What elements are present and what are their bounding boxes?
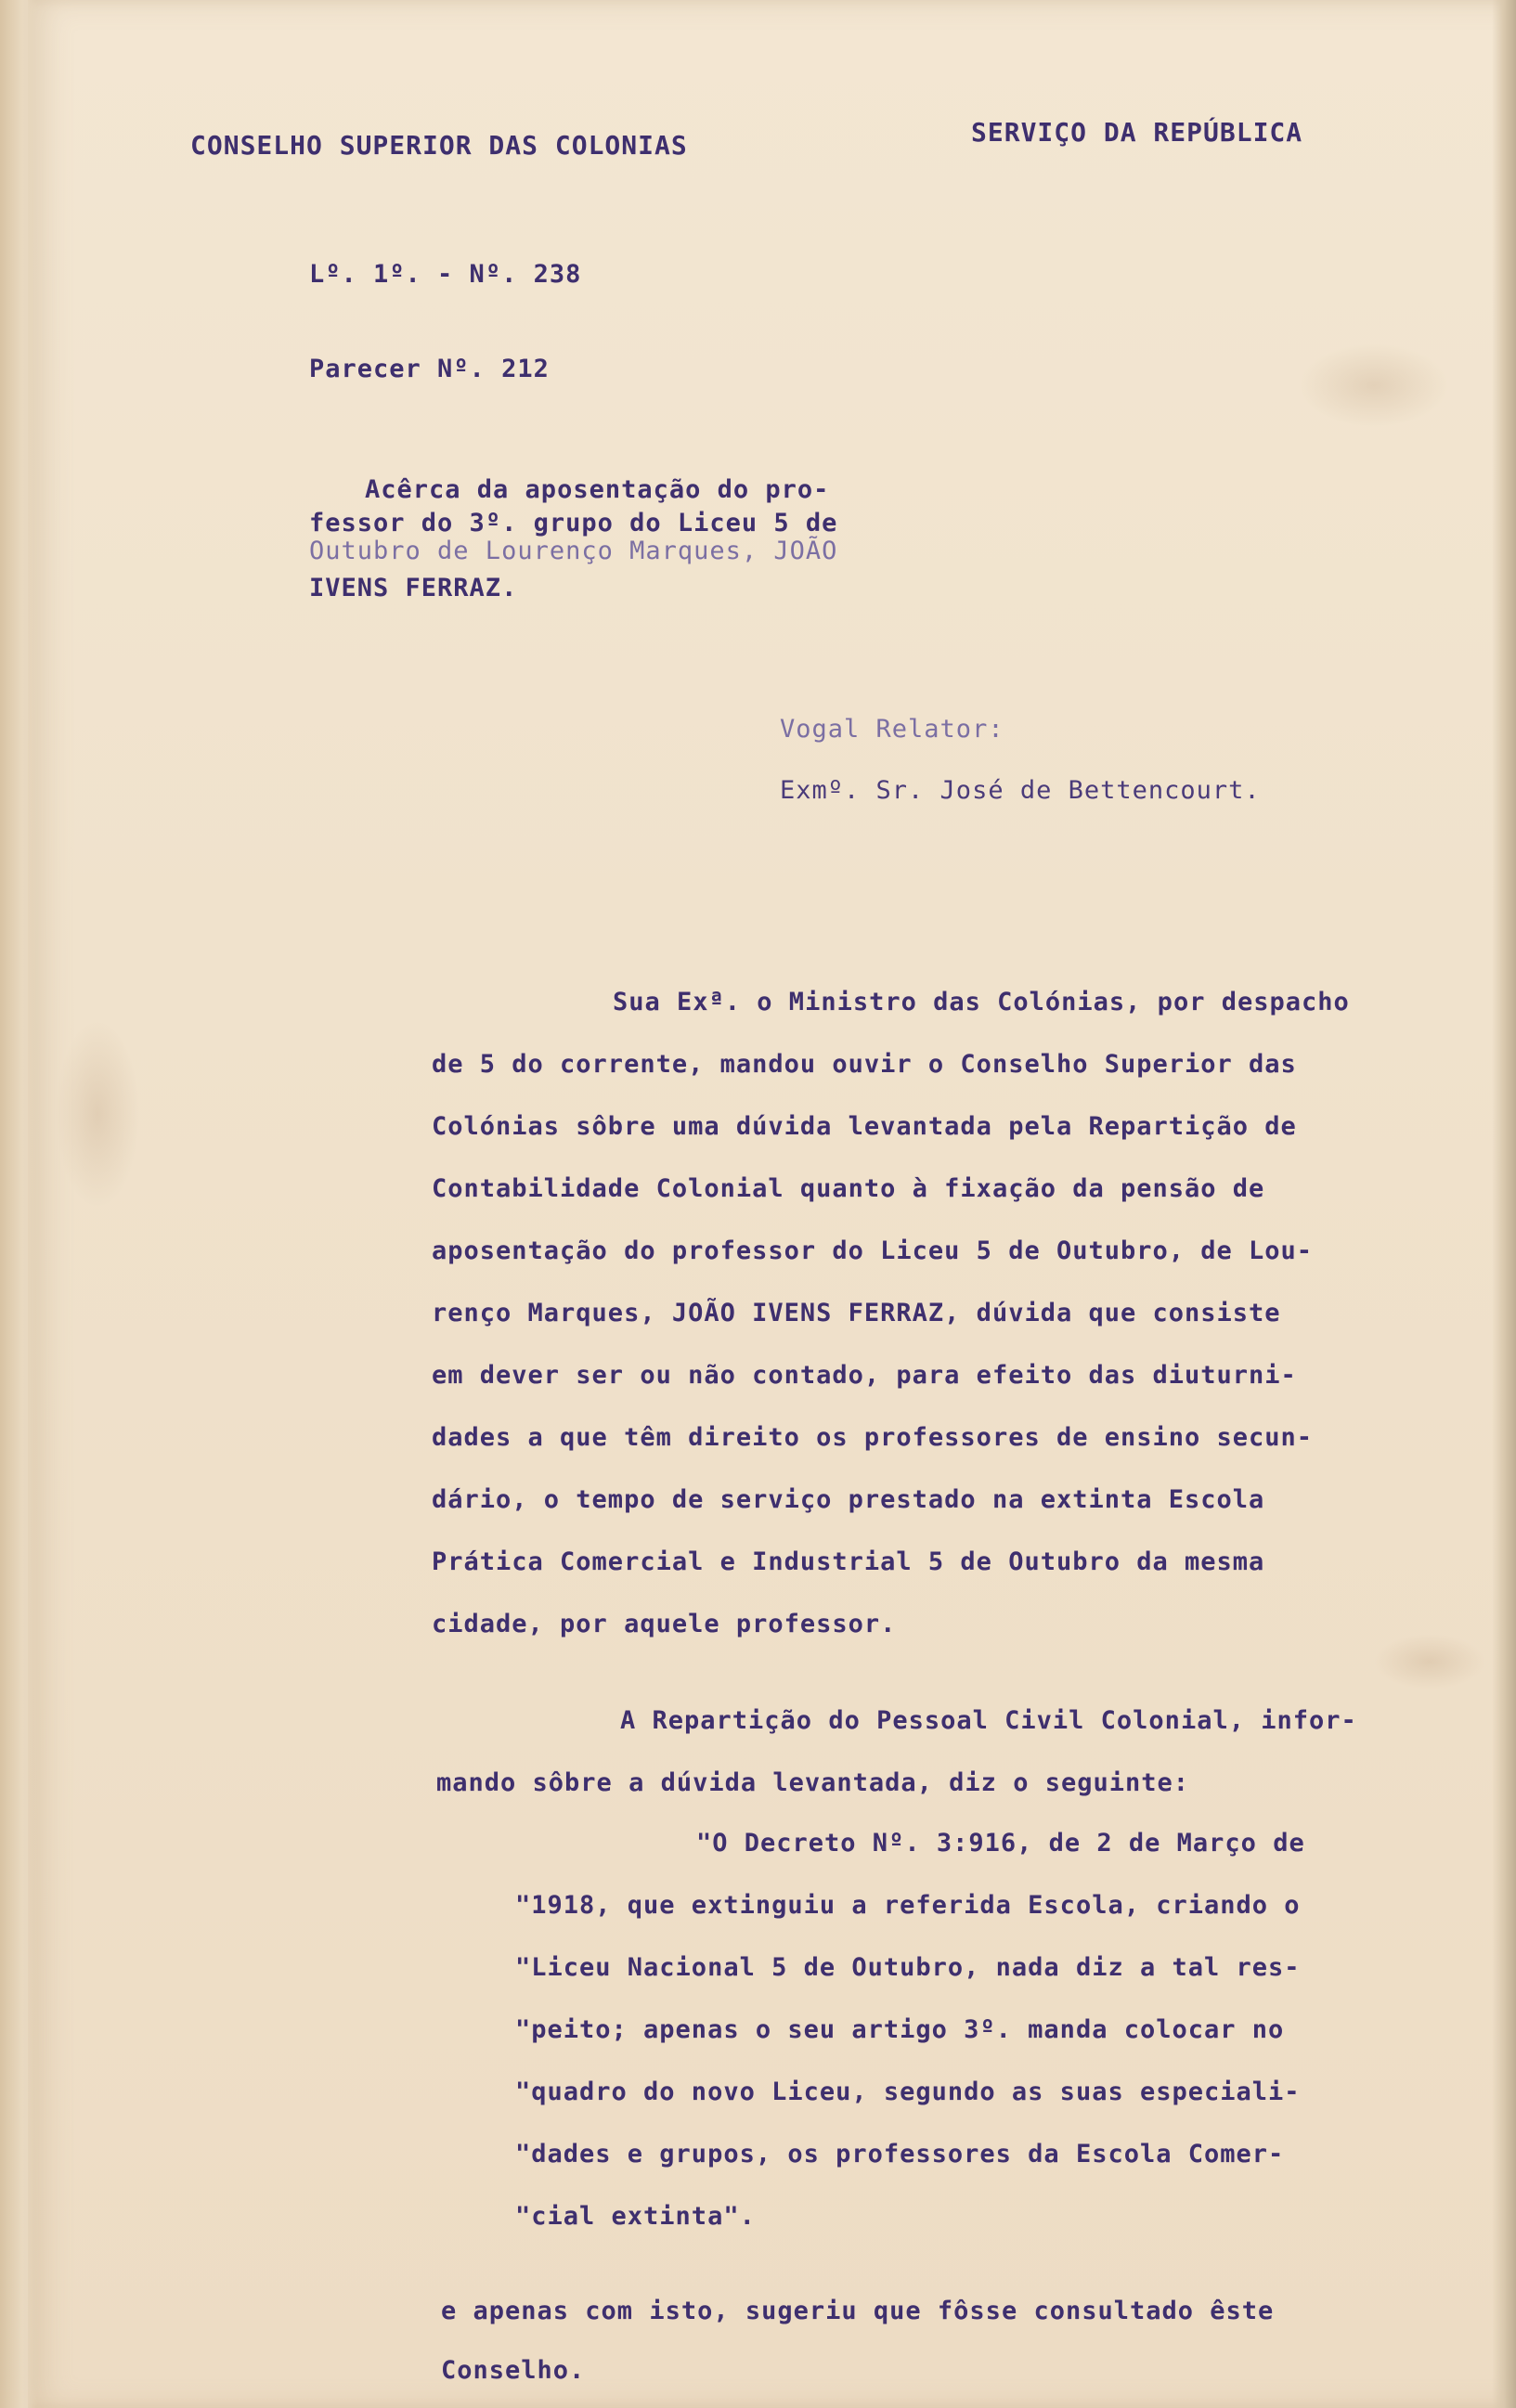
body-line: dário, o tempo de serviço prestado na extinta Escola [432, 1485, 1265, 1514]
body-line: aposentação do professor do Liceu 5 de Outubro, de Lou- [432, 1236, 1314, 1265]
quote-line: "Liceu Nacional 5 de Outubro, nada diz a tal res- [515, 1953, 1301, 1982]
body-line: Conselho. [441, 2356, 586, 2385]
body-line: em dever ser ou não contado, para efeito das diuturni- [432, 1361, 1297, 1390]
quote-line: "1918, que extinguiu a referida Escola, criando o [515, 1891, 1301, 1920]
body-line: Contabilidade Colonial quanto à fixação da pensão de [432, 1174, 1265, 1203]
body-line: mando sôbre a dúvida levantada, diz o seguinte: [436, 1768, 1190, 1797]
book-number: Lº. 1º. - Nº. 238 [309, 260, 582, 289]
paper-stain [56, 1021, 139, 1207]
quote-line: "O Decreto Nº. 3:916, de 2 de Março de [696, 1829, 1305, 1858]
quote-line: "quadro do novo Liceu, segundo as suas especiali- [515, 2078, 1301, 2106]
body-line: Prática Comercial e Industrial 5 de Outubro da mesma [432, 1547, 1265, 1576]
quote-line: "dades e grupos, os professores da Escola Comer- [515, 2140, 1285, 2168]
opinion-number: Parecer Nº. 212 [309, 355, 550, 383]
subject-line: Outubro de Lourenço Marques, JOÃO [309, 537, 838, 565]
body-line: renço Marques, JOÃO IVENS FERRAZ, dúvida que consiste [432, 1299, 1281, 1327]
paper-stain [1300, 343, 1448, 427]
paper-left-edge [0, 0, 37, 2408]
body-line: Colónias sôbre uma dúvida levantada pela Repartição de [432, 1112, 1297, 1141]
paper-right-edge [1492, 0, 1516, 2408]
body-line: de 5 do corrente, mandou ouvir o Conselho Superior das [432, 1050, 1297, 1079]
body-line: e apenas com isto, sugeriu que fôsse consultado êste [441, 2297, 1275, 2325]
quote-line: "peito; apenas o seu artigo 3º. manda colocar no [515, 2015, 1285, 2044]
subject-line: Acêrca da aposentação do pro- [365, 475, 830, 504]
rapporteur-label: Vogal Relator: [780, 715, 1004, 744]
body-line: dades a que têm direito os professores de ensino secun- [432, 1423, 1314, 1452]
document-paper [28, 0, 1516, 2408]
header-left: CONSELHO SUPERIOR DAS COLONIAS [190, 130, 688, 161]
paper-stain [1374, 1634, 1485, 1689]
body-line: cidade, por aquele professor. [432, 1610, 897, 1638]
body-line: A Repartição do Pessoal Civil Colonial, infor- [620, 1706, 1357, 1735]
quote-line: "cial extinta". [515, 2202, 756, 2231]
subject-line: IVENS FERRAZ. [309, 574, 518, 602]
body-line: Sua Exª. o Ministro das Colónias, por despacho [613, 988, 1350, 1016]
rapporteur-name: Exmº. Sr. José de Bettencourt. [780, 776, 1261, 805]
header-right: SERVIÇO DA REPÚBLICA [971, 117, 1303, 148]
subject-line: fessor do 3º. grupo do Liceu 5 de [309, 509, 838, 537]
